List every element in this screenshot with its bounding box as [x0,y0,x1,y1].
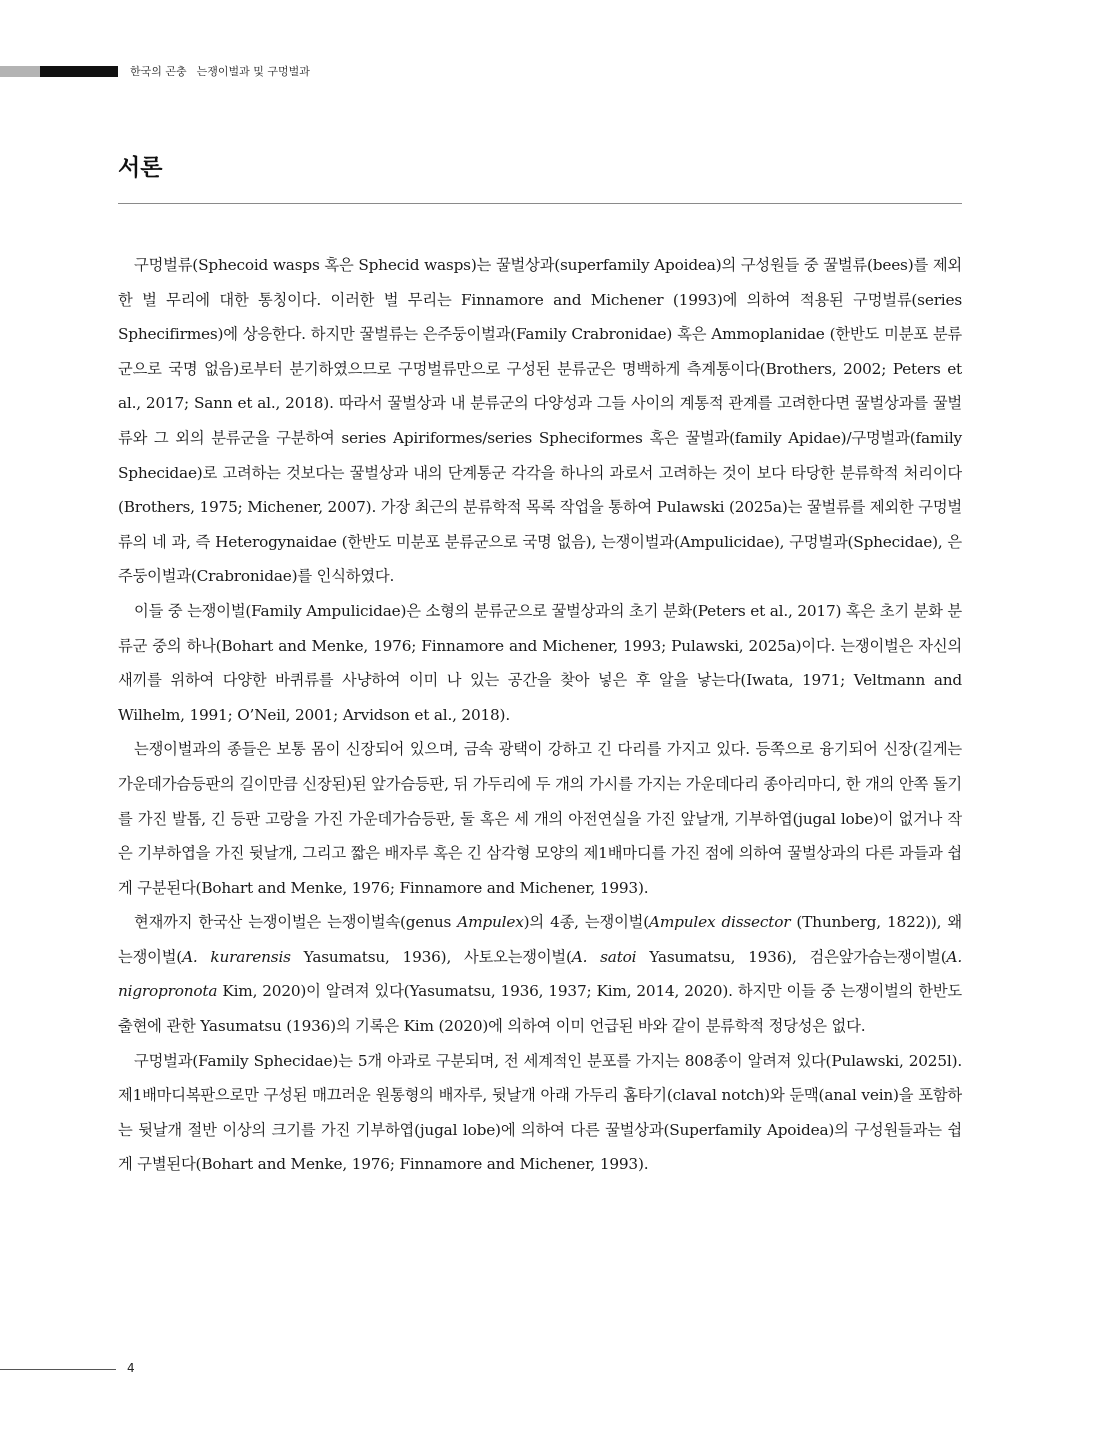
italic-taxon-name: A. nigropronota [118,947,962,1001]
header-accent-bar-grey [0,66,40,77]
paragraph-text: 이들 중 는쟁이벌(Family Ampulicidae)은 소형의 분류군으로 꿀벌상과의 초기 분화(Peters et al., 2017) 혹은 초기 분화 분류군 중의 하나(Bohart and Menke, 1976; Finnamore and Michener, 1993; Pulawski, 2025a)이다. 는쟁이벌은 자신의 새끼를 위하여 다양한 바퀴류를 사냥하여 이미 나 있는 공간을 찾아 넣은 후 알을 낳는다(Iwata, 1971; Veltmann and Wilhelm, 1991; O’Neil, 2001; Arvidson et al., 2018). [118,601,962,724]
footer-rule [0,1369,116,1370]
running-head-book: 한국의 곤충 [130,65,187,78]
paragraph-text: 구멍벌과(Family Sphecidae)는 5개 아과로 구분되며, 전 세계적인 분포를 가지는 808종이 알려져 있다(Pulawski, 2025l). 제1배마디복판으로만 구성된 매끄러운 원통형의 배자루, 뒷날개 아래 가두리 홈타기(claval notch)와 둔맥(anal vein)을 포함하는 뒷날개 절반 이상의 크기를 가진 기부하엽(jugal lobe)에 의하여 다른 꿀벌상과(Superfamily Apoidea)의 구성원들과는 쉽게 구별된다(Bohart and Menke, 1976; Finnamore and Michener, 1993). [118,1051,962,1174]
paragraph-text: 는쟁이벌과의 종들은 보통 몸이 신장되어 있으며, 금속 광택이 강하고 긴 다리를 가지고 있다. 등쪽으로 융기되어 신장(길게는 가운데가슴등판의 길이만큼 신장된)된 앞가슴등판, 뒤 가두리에 두 개의 가시를 가지는 가운데다리 종아리마디, 한 개의 안쪽 돌기를 가진 발톱, 긴 등판 고랑을 가진 가운데가슴등판, 둘 혹은 세 개의 아전연실을 가진 앞날개, 기부하엽(jugal lobe)이 없거나 작은 기부하엽을 가진 뒷날개, 그리고 짧은 배자루 혹은 긴 삼각형 모양의 제1배마디를 가진 점에 의하여 꿀벌상과의 다른 과들과 쉽게 구분된다(Bohart and Menke, 1976; Finnamore and Michener, 1993). [118,740,962,897]
paragraph-text: )의 4종, 는쟁이벌( [523,913,649,932]
paragraph-text: 구멍벌류(Sphecoid wasps 혹은 Sphecid wasps)는 꿀벌상과(superfamily Apoidea)의 구성원들 중 꿀벌류(bees)를 제외한 벌 무리에 대한 통칭이다. 이러한 벌 무리는 Finnamore and Michener (1993)에 의하여 적용된 구멍벌류(series Sphecifirmes)에 상응한다. 하지만 꿀벌류는 은주둥이벌과(Family Crabronidae) 혹은 Ammoplanidae (한반도 미분포 분류군으로 국명 없음)로부터 분기하였으므로 구멍벌류만으로 구성된 분류군은 명백하게 측계통이다(Brothers, 2002; Peters et al., 2017; Sann et al., 2018). 따라서 꿀벌상과 내 분류군의 다양성과 그들 사이의 계통적 관계를 고려한다면 꿀벌상과를 꿀벌류와 그 외의 분류군을 구분하여 series Apiriformes/series Spheciformes 혹은 꿀벌과(family Apidae)/구멍벌과(family Sphecidae)로 고려하는 것보다는 꿀벌상과 내의 단계통군 각각을 하나의 과로서 고려하는 것이 보다 타당한 분류학적 처리이다(Brothers, 1975; Michener, 2007). 가장 최근의 분류학적 목록 작업을 통하여 Pulawski (2025a)는 꿀벌류를 제외한 구멍벌류의 네 과, 즉 Heterogynaidae (한반도 미분포 분류군으로 국명 없음), 는쟁이벌과(Ampulicidae), 구멍벌과(Sphecidae), 은주둥이벌과(Crabronidae)를 인식하였다. [118,256,963,586]
italic-taxon-name: A. satoi [571,947,637,966]
paragraph-text: 현재까지 한국산 는쟁이벌은 는쟁이벌속(genus [134,913,458,932]
paragraph-text: Yasumatsu, 1936), 사토오는쟁이벌( [290,947,572,966]
header-accent-bar-black [40,66,118,77]
section-title: 서론 [118,155,163,181]
paragraph [118,1044,962,1182]
running-head-section: 는쟁이벌과 및 구멍벌과 [196,65,310,78]
paragraph [118,594,962,732]
body-text [118,248,962,1182]
paragraph [118,905,962,1043]
paragraph-text: Yasumatsu, 1936), 검은앞가슴는쟁이벌( [636,947,947,966]
paragraph [118,732,962,905]
paragraph-text: (Thunberg, 1822)), 왜는쟁이벌( [118,913,962,966]
paragraph [118,248,962,594]
page-number: 4 [127,1361,135,1375]
italic-taxon-name: A. kurarensis [182,947,291,966]
paragraph-text: Kim, 2020)이 알려져 있다(Yasumatsu, 1936, 1937; Kim, 2014, 2020). 하지만 이들 중 는쟁이벌의 한반도 출현에 관한 Yasumatsu (1936)의 기록은 Kim (2020)에 의하여 이미 언급된 바와 같이 분류학적 정당성은 없다. [118,982,962,1036]
title-divider [118,203,962,204]
running-head [130,63,310,79]
italic-taxon-name: Ampulex [457,913,524,932]
italic-taxon-name: Ampulex dissector [649,913,791,932]
